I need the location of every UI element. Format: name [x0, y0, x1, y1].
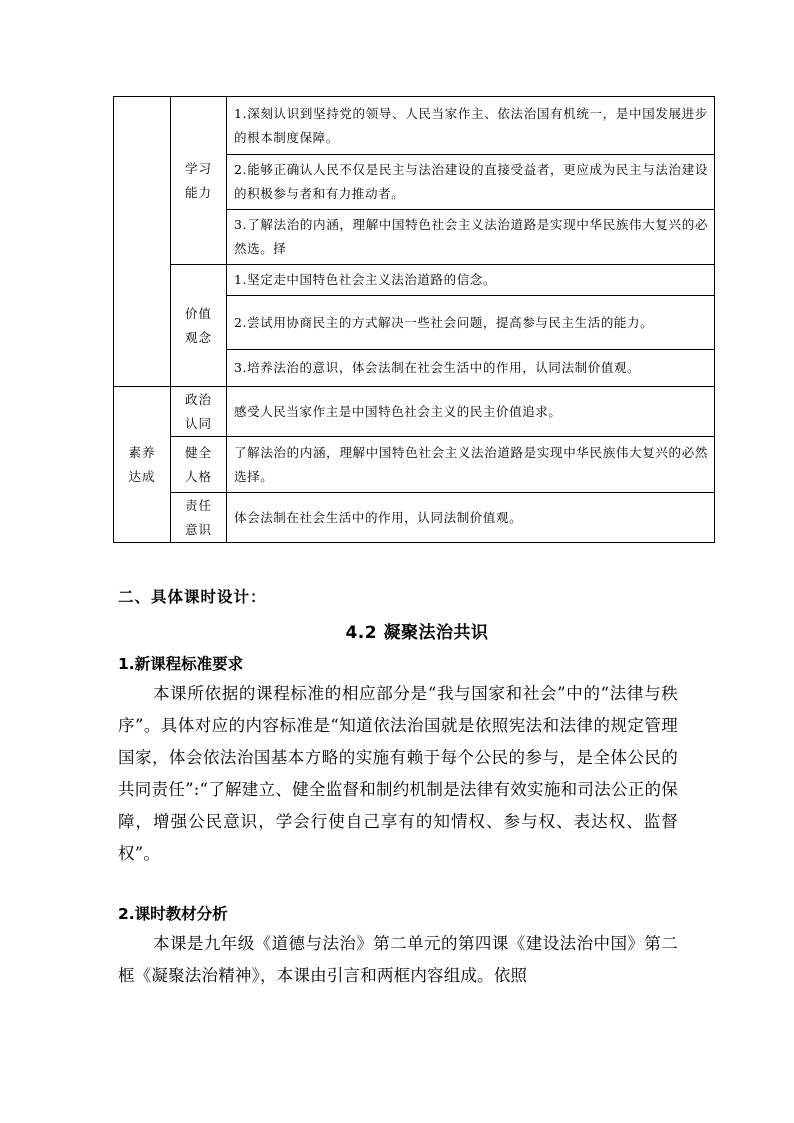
analysis-heading: 2.课时教材分析 [118, 905, 228, 923]
responsibility-label: 责任意识 [171, 493, 227, 543]
standard-heading: 1.新课程标准要求 [118, 655, 244, 673]
objectives-table [113, 96, 715, 543]
learning-ability-label: 学习能力 [171, 97, 227, 265]
learning-ability-item-2: 2.能够正确认人民不仅是民主与法治建设的直接受益者，更应成为民主与法治建设的积极参与者和有力推动者。 [227, 155, 715, 210]
political-identity-label: 政治认同 [171, 387, 227, 437]
empty-cell [114, 97, 171, 387]
standard-paragraph: 本课所依据的课程标准的相应部分是“我与国家和社会”中的“法律与秩序”。具体对应的内容标准是“知道依法治国就是依照宪法和法律的规定管理国家，体会依法治国基本方略的实施有赖于每个公民的参与，是全体公民的共同责任”:“了解建立、健全监督和制约机制是法律有效实施和司法公正的保障，增强公民意识，学会行使自己享有的知情权、参与权、表达权、监督权”。 [118, 684, 678, 863]
values-item-2: 2.尝试用协商民主的方式解决一些社会问题，提高参与民主生活的能力。 [227, 296, 715, 350]
learning-ability-item-1: 1.深刻认识到坚持党的领导、人民当家作主、依法治国有机统一，是中国发展进步的根本制度保障。 [227, 97, 715, 155]
literacy-label: 素养达成 [114, 387, 171, 543]
learning-ability-item-3: 3.了解法治的内涵，理解中国特色社会主义法治道路是实现中华民族伟大复兴的必然选。择 [227, 210, 715, 265]
values-label: 价值观念 [171, 265, 227, 387]
personality-text: 了解法治的内涵，理解中国特色社会主义法治道路是实现中华民族伟大复兴的必然选择。 [227, 437, 715, 493]
political-identity-text: 感受人民当家作主是中国特色社会主义的民主价值追求。 [227, 387, 715, 437]
values-item-3: 3.培养法治的意识，体会法制在社会生活中的作用，认同法制价值观。 [227, 350, 715, 387]
analysis-paragraph: 本课是九年级《道德与法治》第二单元的第四课《建设法治中国》第二框《凝聚法治精神》，本课由引言和两框内容组成。依照 [118, 934, 678, 985]
lesson-title: 4.2 凝聚法治共识 [345, 623, 489, 643]
responsibility-text: 体会法制在社会生活中的作用，认同法制价值观。 [227, 493, 715, 543]
section-heading: 二、具体课时设计： [118, 588, 267, 606]
values-item-1: 1.坚定走中国特色社会主义法治道路的信念。 [227, 265, 715, 296]
personality-label: 健全人格 [171, 437, 227, 493]
